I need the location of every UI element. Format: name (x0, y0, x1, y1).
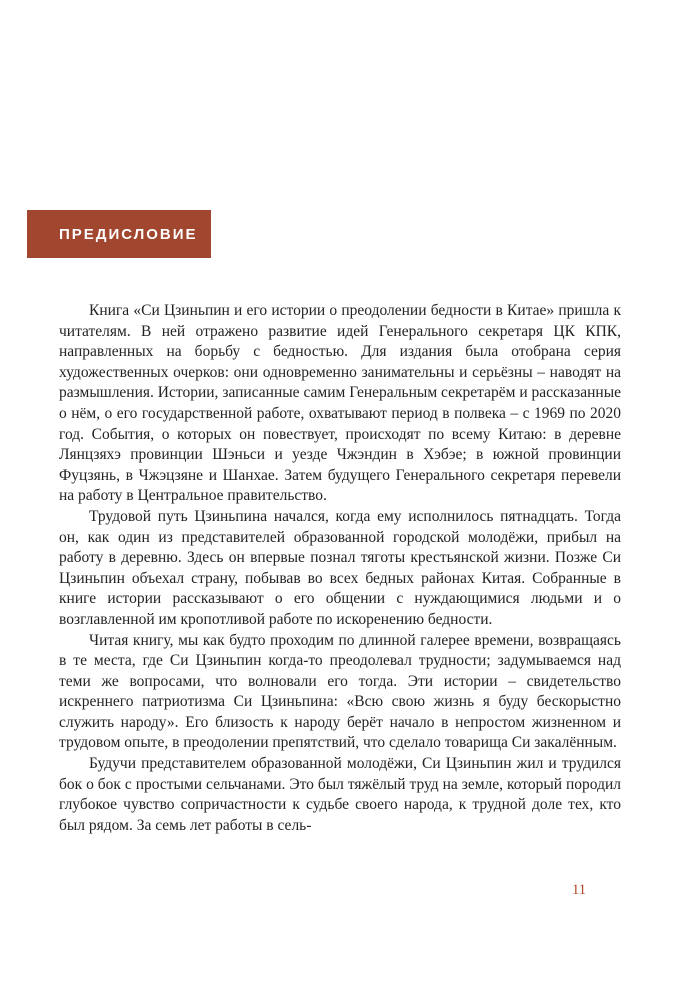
body-text (59, 301, 621, 836)
paragraph-3: Читая книгу, мы как будто проходим по длинной галерее времени, возвращаясь в те места, где Си Цзиньпин когда-то преодолевал трудности; задумываемся над теми же вопросами, что волновали его тогда. Эти истории – свидетельство искреннего патриотизма Си Цзиньпина: «Всю свою жизнь я буду бескорыстно служить народу». Его близость к народу берёт начало в непростом жизненном и трудовом опыте, в преодолении препятствий, что сделало товарища Си закалённым. (59, 631, 621, 752)
chapter-heading-block (27, 210, 211, 258)
page-number: 11 (572, 882, 586, 898)
chapter-heading: ПРЕДИСЛОВИЕ (59, 225, 198, 243)
paragraph-4: Будучи представителем образованной молодёжи, Си Цзиньпин жил и трудился бок о бок с простыми сельчанами. Это был тяжёлый труд на земле, который породил глубокое чувство сопричастности к судьбе своего народа, к трудной доле тех, кто был рядом. За семь лет работы в сель- (59, 755, 621, 834)
paragraph-2: Трудовой путь Цзиньпина начался, когда ему исполнилось пятнадцать. Тогда он, как один из представителей образованной городской молодёжи, прибыл на работу в деревню. Здесь он впервые познал тяготы крестьянской жизни. Позже Си Цзиньпин объехал страну, побывав во всех бедных районах Китая. Собранные в книге истории рассказывают о его общении с нуждающимися людьми и о возглавленной им кропотливой работе по искоренению бедности. (59, 507, 621, 628)
paragraph-1: Книга «Си Цзиньпин и его истории о преодолении бедности в Китае» пришла к читателям. В ней отражено развитие идей Генерального секретаря ЦК КПК, направленных на борьбу с бедностью. Для издания была отобрана серия художественных очерков: они одновременно занимательны и серьёзны – наводят на размышления. Истории, записанные самим Генеральным секретарём и рассказанные о нём, о его государственной работе, охватывают период в полвека – с 1969 по 2020 год. События, о которых он повествует, происходят по всему Китаю: в деревне Лянцзяхэ провинции Шэньси и уезде Чжэндин в Хэбэе; в южной провинции Фуцзянь, в Чжэцзяне и Шанхае. Затем будущего Генерального секретаря перевели на работу в Центральное правительство. (59, 302, 621, 505)
